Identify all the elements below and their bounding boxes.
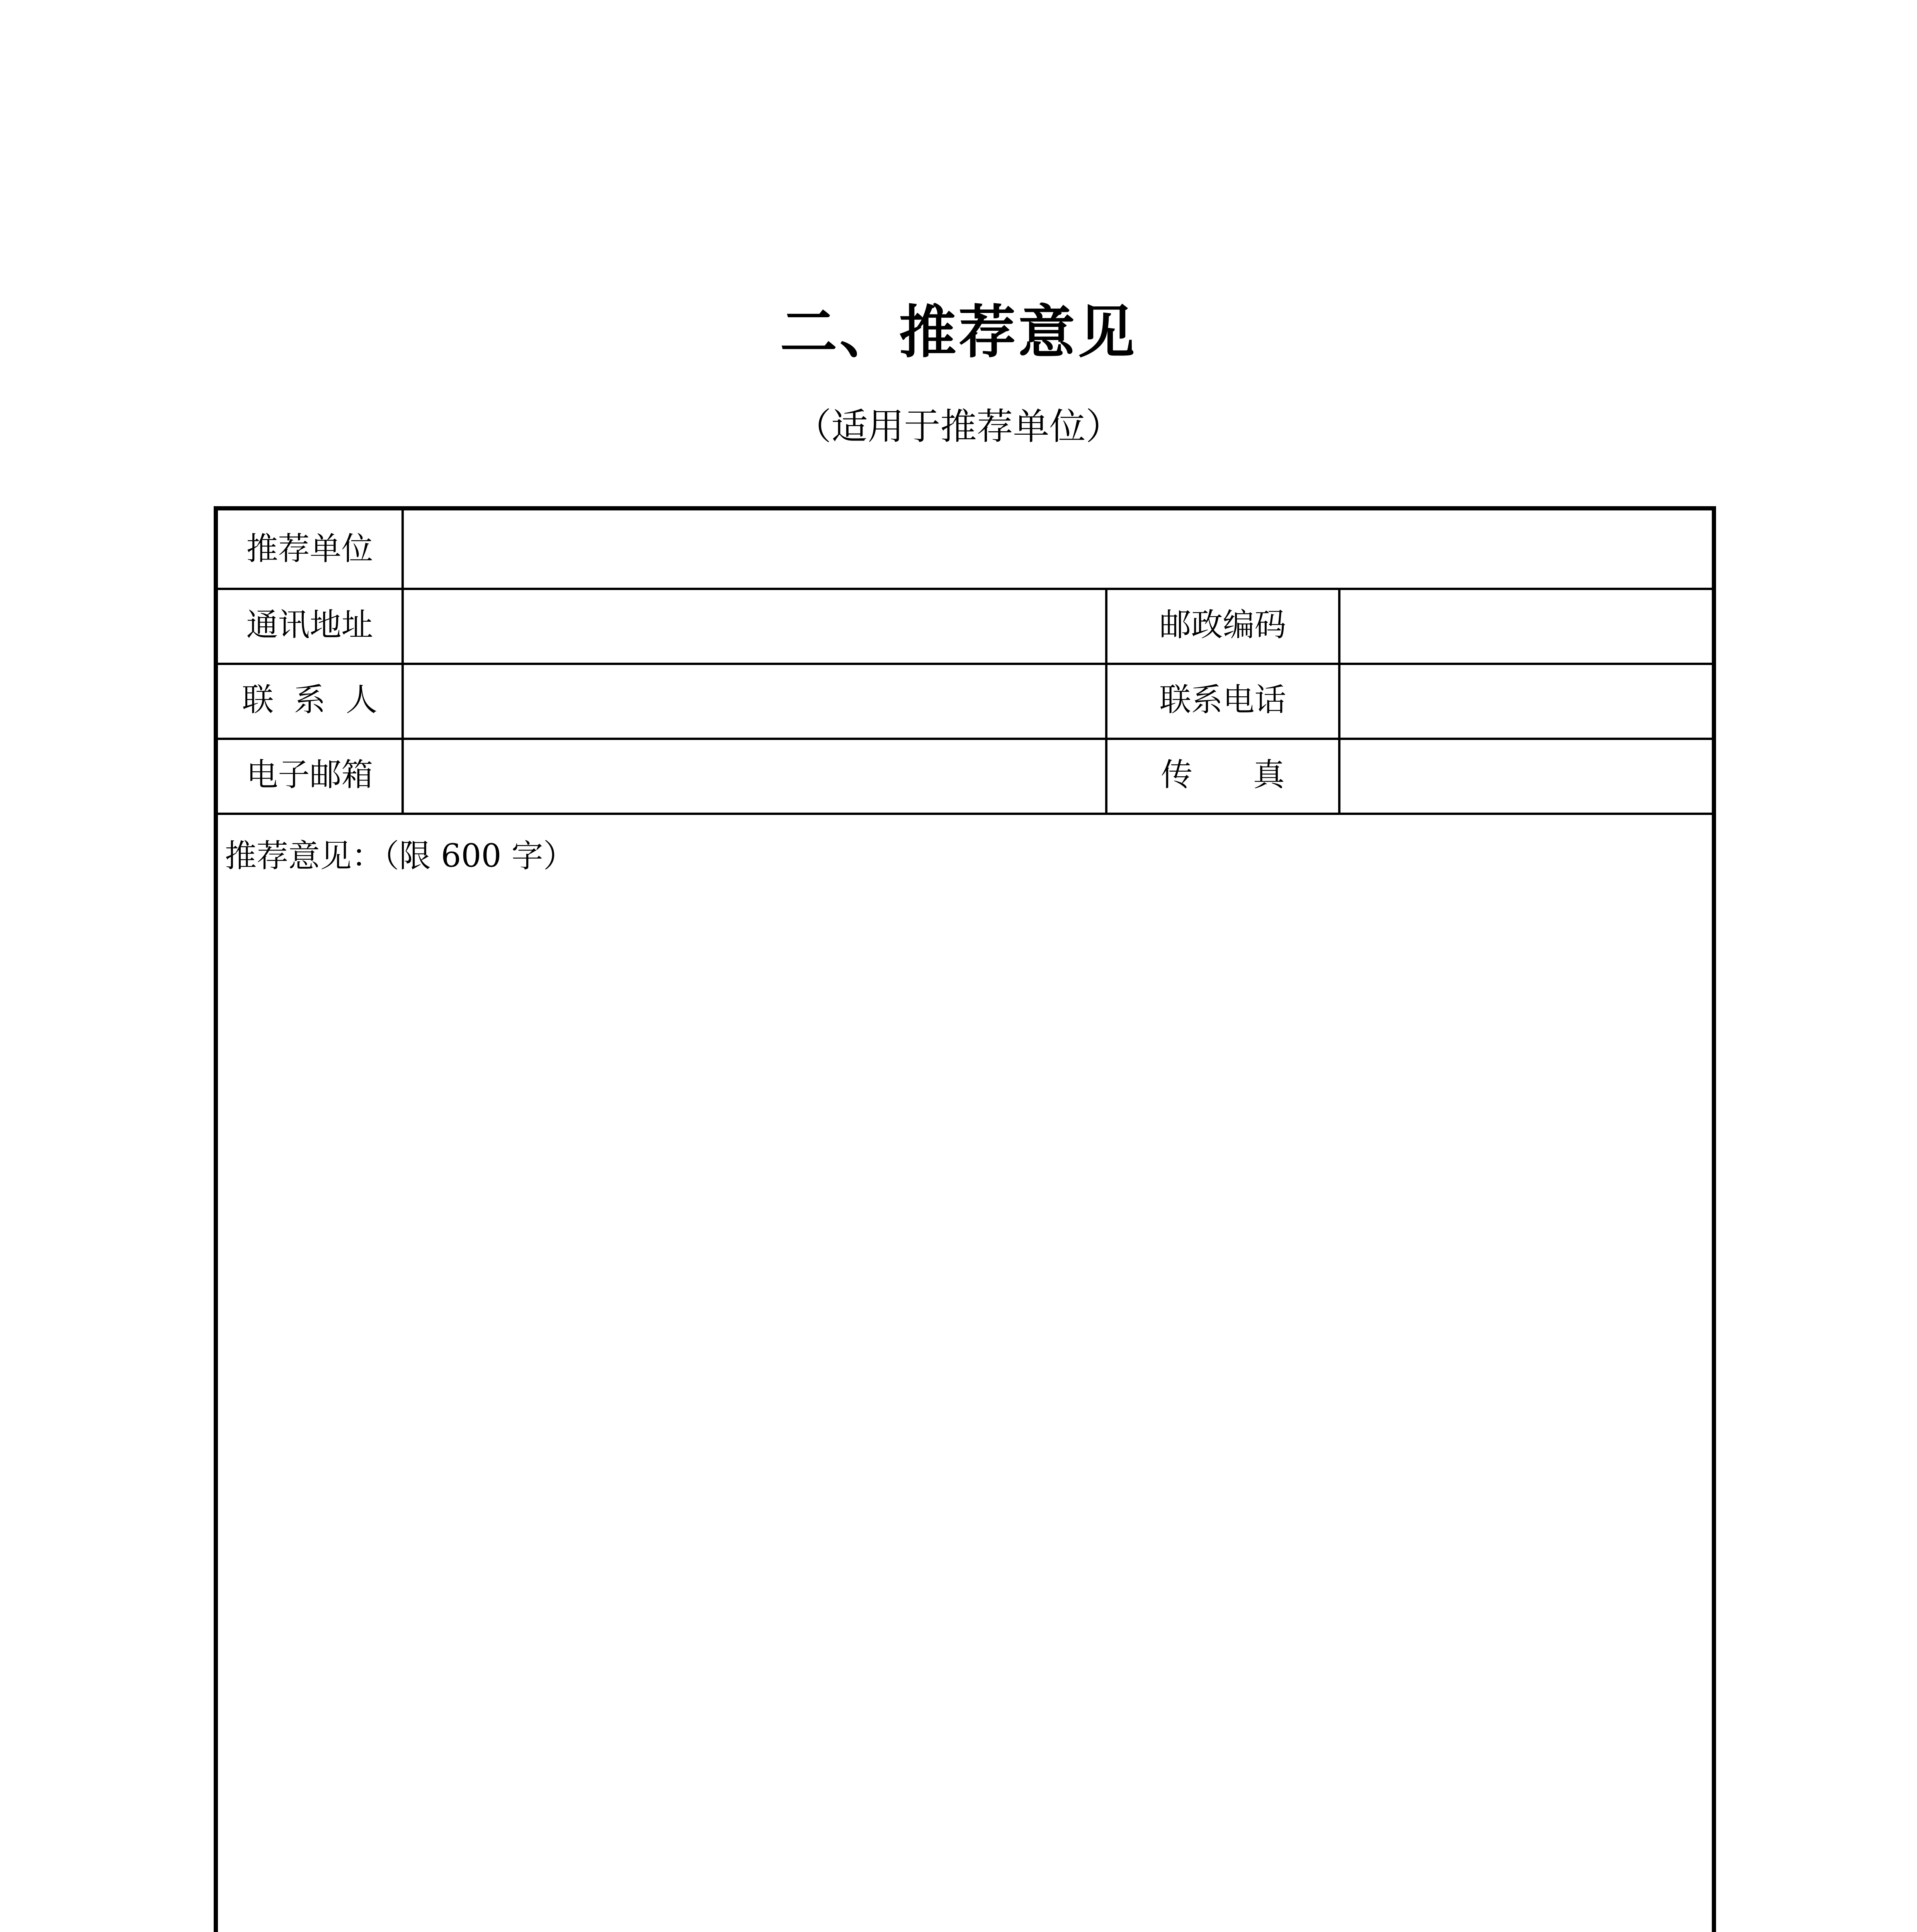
row-divider [218, 663, 1712, 665]
contact-field[interactable] [404, 666, 1103, 735]
contact-label: 联 系 人 [242, 682, 378, 718]
recommendation-form [214, 506, 1716, 1932]
row-divider [218, 813, 1712, 815]
postcode-label: 邮政编码 [1159, 607, 1286, 643]
unit-label: 推荐单位 [246, 531, 373, 567]
address-field[interactable] [404, 591, 1103, 660]
fax-field[interactable] [1340, 741, 1710, 810]
address-label: 通讯地址 [246, 607, 373, 643]
opinion-label: 推荐意见：（限 600 字） [225, 838, 575, 874]
phone-label: 联系电话 [1159, 682, 1286, 718]
row-divider [218, 588, 1712, 590]
email-label: 电子邮箱 [246, 757, 373, 793]
opinion-textarea[interactable] [222, 889, 1708, 1932]
unit-field[interactable] [404, 514, 1710, 584]
page-title: 二、推荐意见 [780, 299, 1137, 366]
page-subtitle: （适用于推荐单位） [795, 406, 1122, 448]
phone-field[interactable] [1340, 666, 1710, 735]
fax-label: 传 真 [1161, 757, 1285, 793]
email-field[interactable] [404, 741, 1103, 810]
row-divider [218, 738, 1712, 740]
postcode-field[interactable] [1340, 591, 1710, 660]
